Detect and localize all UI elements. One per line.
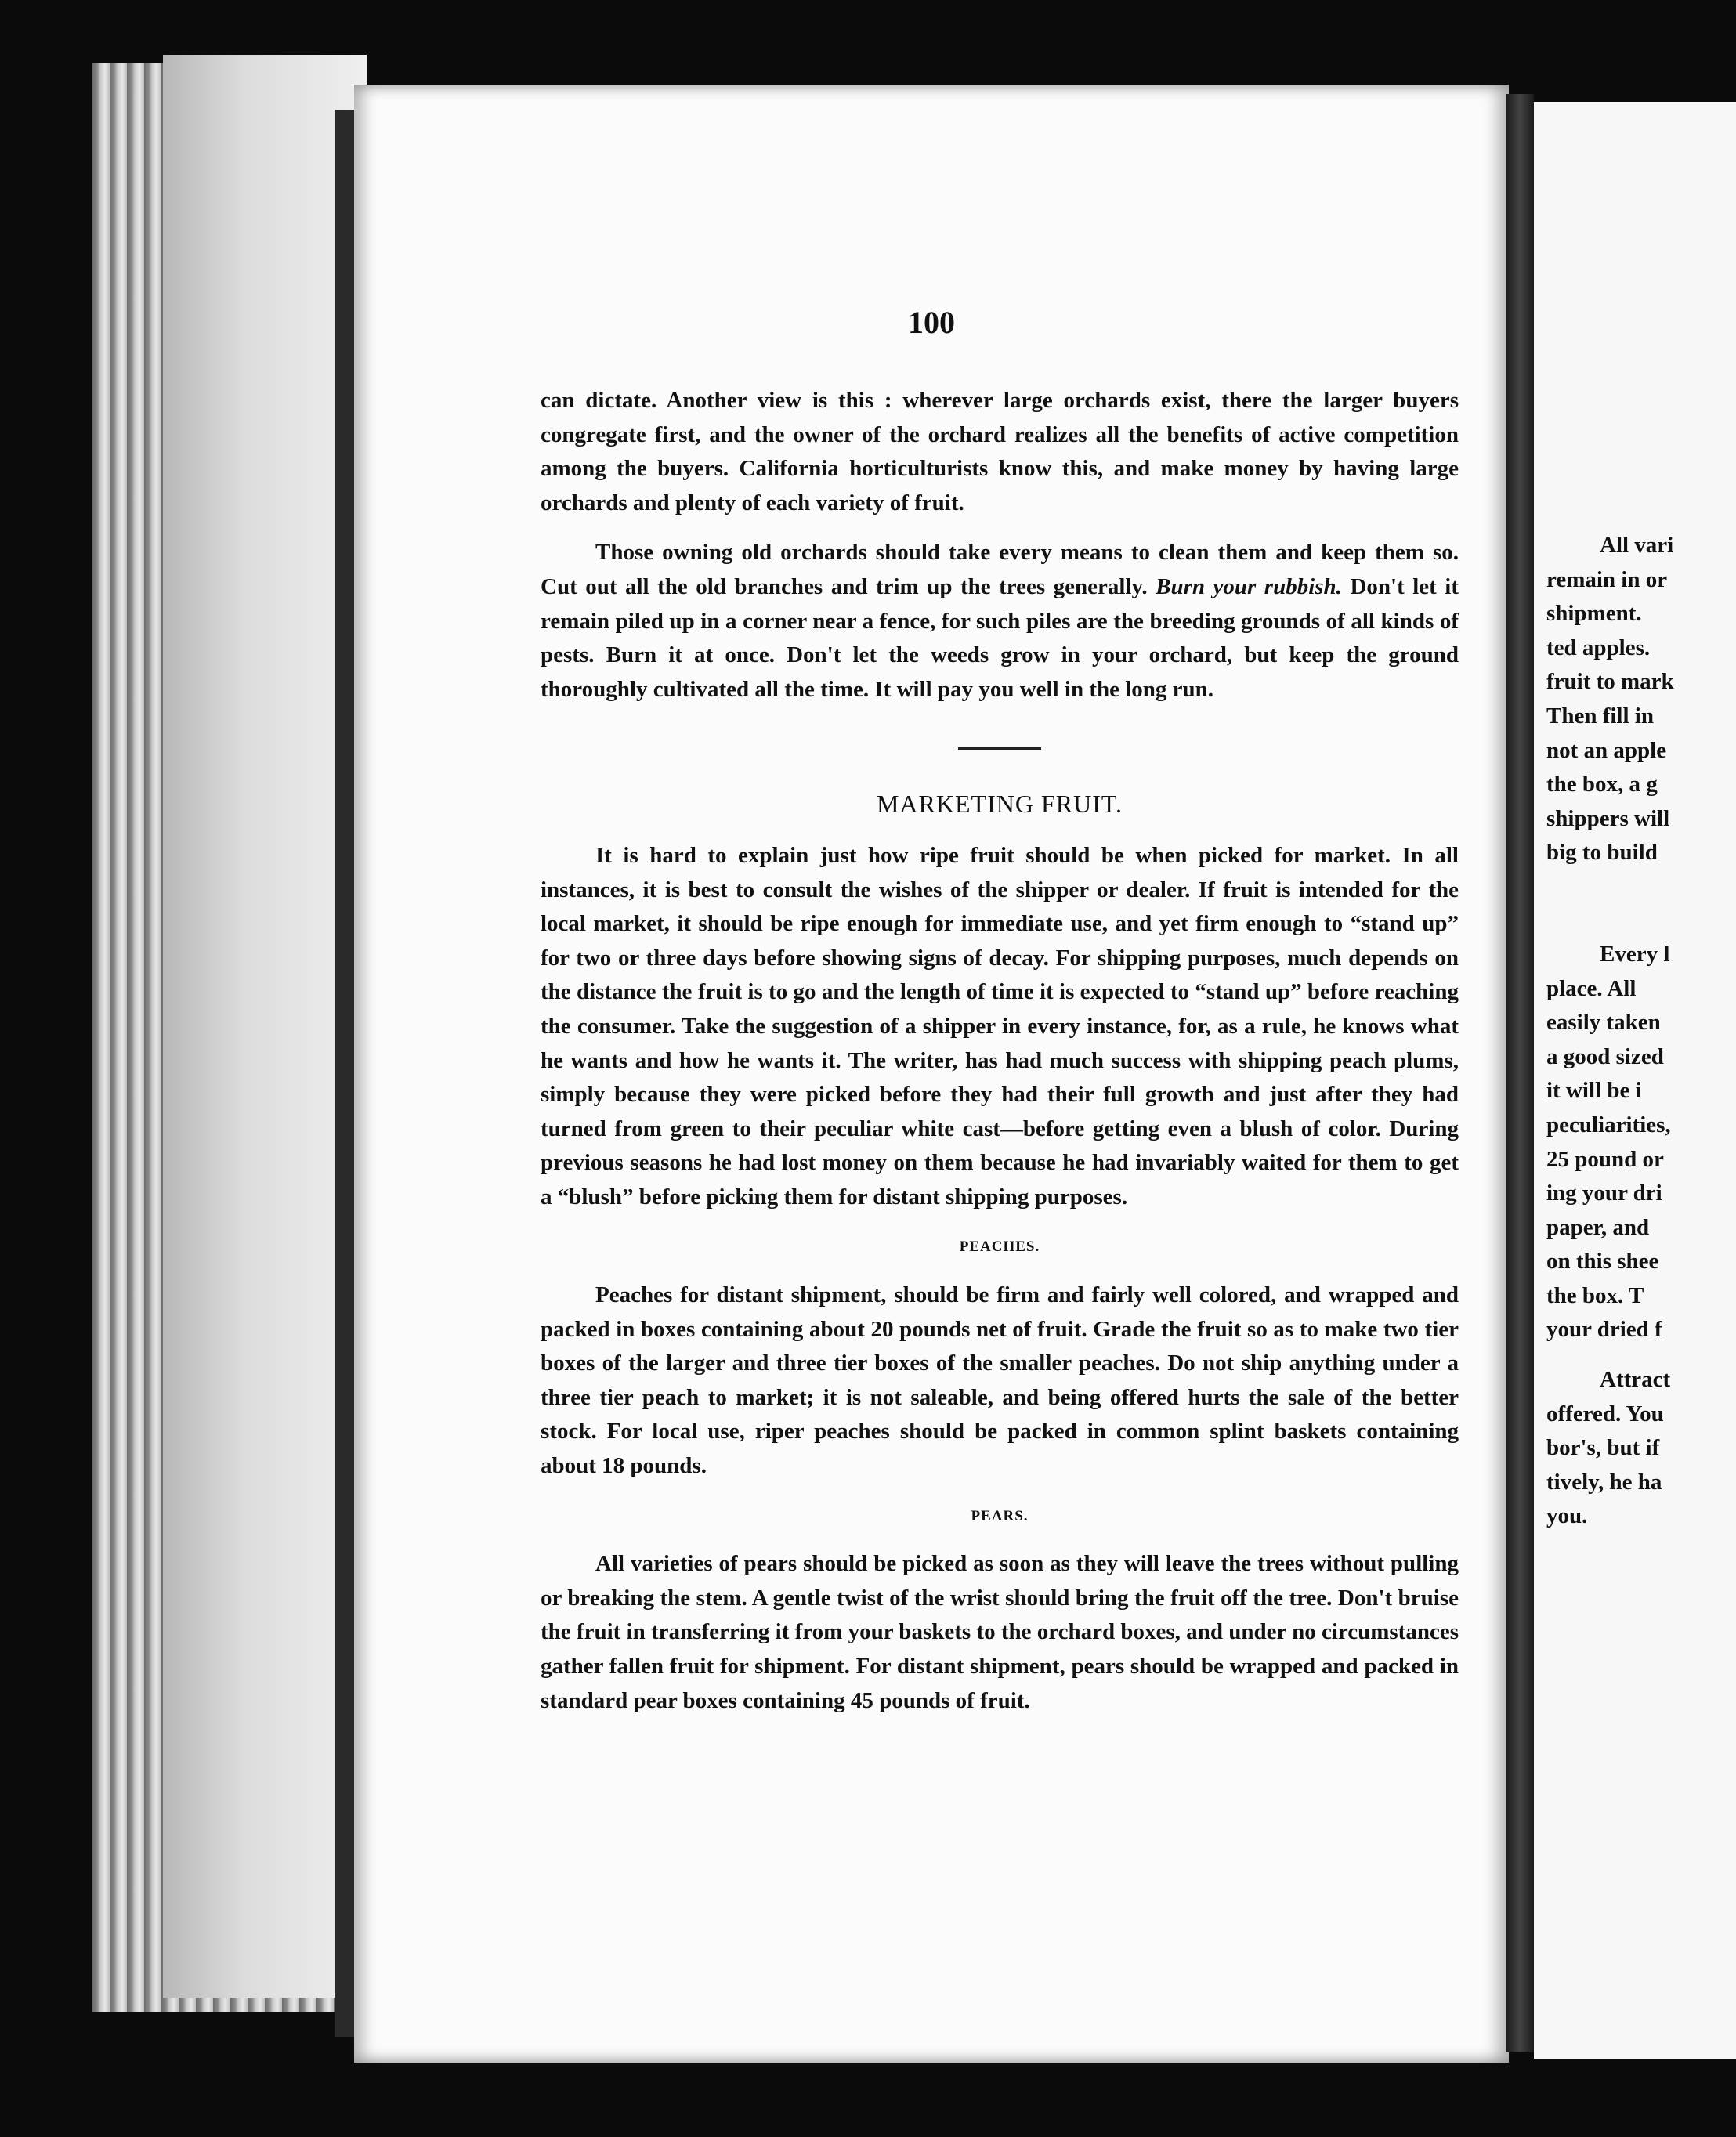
facing-line: it will be i xyxy=(1546,1078,1642,1104)
facing-gap-small xyxy=(1546,1347,1736,1363)
page-number: 100 xyxy=(908,305,955,340)
paragraph-old-orchards xyxy=(541,536,1459,707)
facing-line: easily taken xyxy=(1546,1010,1661,1036)
facing-line: bor's, but if xyxy=(1546,1435,1660,1461)
book-gutter xyxy=(1506,94,1534,2052)
paragraph-old-orchards-end: Don't let it remain piled up in a corner near a fence, for such piles are the breeding grounds of all kinds of pests. Burn it at once. Don't let the weeds grow in your orchard, but keep the ground thoroughly cultivated all the time. It will pay you well in the long run. xyxy=(541,573,1459,702)
facing-line: on this shee xyxy=(1546,1249,1659,1275)
facing-line: offered. You xyxy=(1546,1401,1664,1426)
subheading-peaches: PEACHES. xyxy=(959,1238,1040,1256)
section-divider xyxy=(958,747,1041,750)
paragraph-orchards: can dictate. Another view is this : wherever large orchards exist, there the larger buyers congregate first, and the owner of the orchard realizes all the benefits of active competition among the buyers. California horticulturists know this, and make money by having large orchards and plenty of each variety of fruit. xyxy=(541,388,1459,515)
facing-page-text xyxy=(1546,529,1736,1534)
facing-line: shipment. xyxy=(1546,601,1642,627)
facing-line: paper, and xyxy=(1546,1214,1650,1240)
page-body xyxy=(541,384,1459,1734)
facing-line: All vari xyxy=(1600,533,1674,558)
facing-line: ted apples. xyxy=(1546,635,1651,660)
paragraph-old-orchards-start: Those owning old orchards should take every means to clean them and keep them so. Cut out all the old branches and trim up the trees generally. xyxy=(541,540,1459,599)
subheading-pears: PEARS. xyxy=(971,1507,1029,1524)
facing-line: 25 pound or xyxy=(1546,1146,1664,1172)
facing-line: not an apple xyxy=(1546,737,1667,763)
burn-rubbish-italic: Burn your rubbish. xyxy=(1156,573,1342,599)
paragraph-pears: All varieties of pears should be picked as soon as they will leave the trees without pulling or breaking the stem. A gentle twist of the wrist should bring the fruit off the tree. Don't bruise the fruit in transferring it from your baskets to the orchard boxes, and under no circumstances gather fallen fruit for shipment. For distant shipment, pears should be wrapped and packed in standard pear boxes containing 45 pounds of fruit. xyxy=(541,1551,1459,1713)
facing-line: remain in or xyxy=(1546,566,1668,592)
facing-line: shippers will xyxy=(1546,805,1670,831)
facing-gap xyxy=(1546,870,1736,938)
facing-line: the box, a g xyxy=(1546,772,1658,797)
facing-line: fruit to mark xyxy=(1546,669,1674,695)
facing-line: a good sized xyxy=(1546,1043,1664,1069)
facing-line: Attract xyxy=(1600,1367,1671,1393)
paragraph-peaches: Peaches for distant shipment, should be firm and fairly well colored, and wrapped and packed in boxes containing about 20 pounds net of fruit. Grade the fruit so as to make two tier boxes of the larger and three tier boxes of the smaller peaches. Do not ship anything under a three tier peach to market; it is not saleable, and being offered hurts the sale of the better stock. For local use, riper peaches should be packed in common splint baskets containing about 18 pounds. xyxy=(541,1282,1459,1479)
facing-line: tively, he ha xyxy=(1546,1469,1662,1495)
facing-line: peculiarities, xyxy=(1546,1112,1671,1137)
facing-line: Then fill in xyxy=(1546,703,1654,729)
facing-line: big to build xyxy=(1546,840,1658,866)
paragraph-ripeness: It is hard to explain just how ripe fruit should be when picked for market. In all instances, it is best to consult the wishes of the shipper or dealer. If fruit is intended for the local market, it should be ripe enough for immediate use, and yet firm enough to “stand up” for two or three days before showing signs of decay. For shipping purposes, much depends on the distance the fruit is to go and the length of time it is expected to “stand up” before reaching the consumer. Take the suggestion of a shipper in every instance, for, as a rule, he knows what he wants and how he wants it. The writer, has had much success with shipping peach plums, simply because they were picked before they had their full growth and just after they had turned from green to their peculiar white cast—before getting even a blush of color. During previous seasons he had lost money on them because he had invariably waited for them to get a “blush” before picking them for distant shipping purposes. xyxy=(541,842,1459,1210)
facing-line: place. All xyxy=(1546,975,1637,1001)
facing-line: ing your dri xyxy=(1546,1181,1662,1206)
facing-line: you. xyxy=(1546,1503,1588,1529)
section-title: MARKETING FRUIT. xyxy=(876,790,1123,819)
book-spine-shadow xyxy=(335,110,356,2037)
facing-line: the box. T xyxy=(1546,1282,1644,1308)
facing-line: Every l xyxy=(1600,941,1670,967)
facing-line: your dried f xyxy=(1546,1317,1662,1343)
right-facing-page xyxy=(1534,102,1736,2059)
